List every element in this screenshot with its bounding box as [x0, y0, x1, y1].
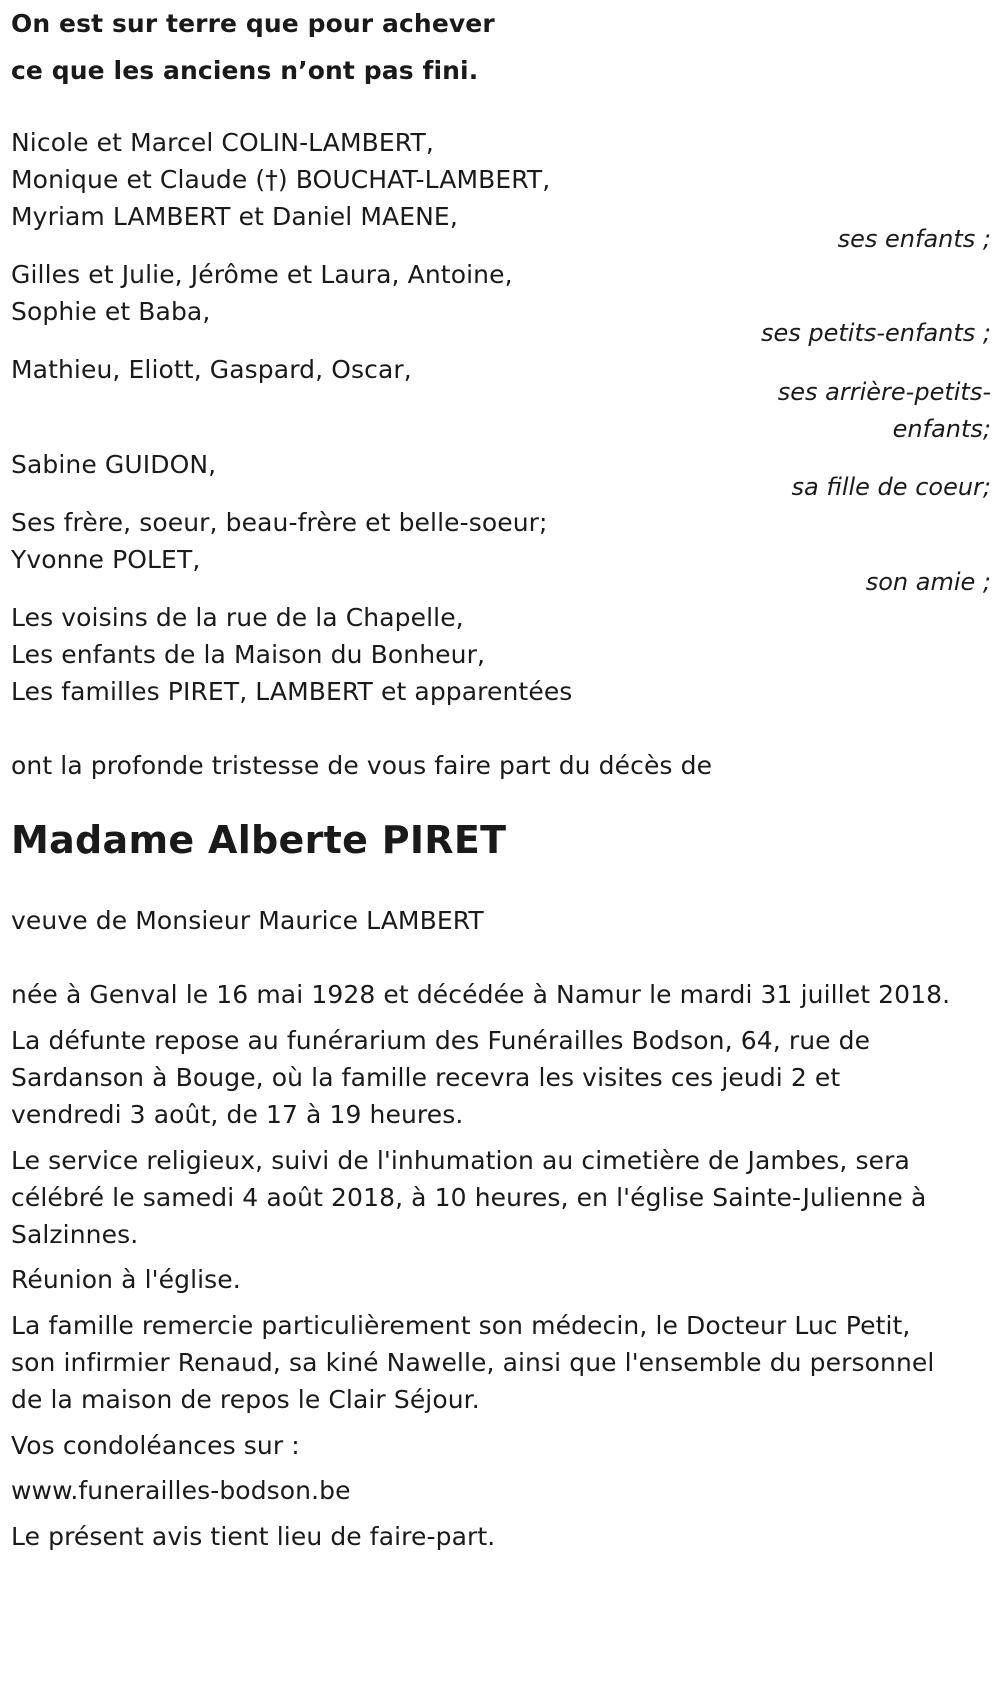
service-line-3: Salzinnes.: [11, 1220, 139, 1249]
website-link[interactable]: www.funerailles-bodson.be: [11, 1476, 351, 1505]
foster-daughter-role: sa fille de coeur;: [791, 473, 991, 501]
reunion: Réunion à l'église.: [11, 1265, 241, 1294]
great-grandchildren-role-2: enfants;: [892, 415, 991, 443]
children-role: ses enfants ;: [837, 225, 991, 253]
condolences-label: Vos condoléances sur :: [11, 1431, 300, 1460]
birth-death: née à Genval le 16 mai 1928 et décédée à Namur le mardi 31 juillet 2018.: [11, 980, 951, 1009]
great-grandchildren-role-1: ses arrière-petits-: [777, 378, 991, 406]
grandchildren-line-1: Gilles et Julie, Jérôme et Laura, Antoine,: [11, 260, 513, 289]
others-line-2: Les enfants de la Maison du Bonheur,: [11, 640, 486, 669]
viewing-line-2: Sardanson à Bouge, où la famille recevra les visites ces jeudi 2 et: [11, 1063, 841, 1092]
friend-role: son amie ;: [865, 568, 991, 596]
service-line-2: célébré le samedi 4 août 2018, à 10 heures, en l'église Sainte-Julienne à: [11, 1183, 927, 1212]
grandchildren-role: ses petits-enfants ;: [760, 319, 991, 347]
obituary-notice: [11, 0, 991, 1700]
thanks-line-2: son infirmier Renaud, sa kiné Nawelle, ainsi que l'ensemble du personnel: [11, 1348, 935, 1377]
great-grandchildren-line: Mathieu, Eliott, Gaspard, Oscar,: [11, 355, 412, 384]
foster-daughter-line: Sabine GUIDON,: [11, 450, 217, 479]
others-line-1: Les voisins de la rue de la Chapelle,: [11, 603, 464, 632]
children-line-2: Monique et Claude (†) BOUCHAT-LAMBERT,: [11, 165, 551, 194]
epigraph-line-2: ce que les anciens n’ont pas fini.: [11, 56, 479, 85]
siblings-line: Ses frère, soeur, beau-frère et belle-soeur;: [11, 508, 548, 537]
others-line-3: Les familles PIRET, LAMBERT et apparentées: [11, 677, 573, 706]
closing-note: Le présent avis tient lieu de faire-part.: [11, 1522, 496, 1551]
thanks-line-1: La famille remercie particulièrement son médecin, le Docteur Luc Petit,: [11, 1311, 911, 1340]
grandchildren-line-2: Sophie et Baba,: [11, 297, 211, 326]
viewing-line-1: La défunte repose au funérarium des Funérailles Bodson, 64, rue de: [11, 1026, 871, 1055]
children-line-1: Nicole et Marcel COLIN-LAMBERT,: [11, 128, 434, 157]
announcement: ont la profonde tristesse de vous faire part du décès de: [11, 751, 713, 780]
service-line-1: Le service religieux, suivi de l'inhumation au cimetière de Jambes, sera: [11, 1146, 910, 1175]
deceased-name: Madame Alberte PIRET: [11, 818, 507, 862]
epigraph-line-1: On est sur terre que pour achever: [11, 9, 495, 38]
viewing-line-3: vendredi 3 août, de 17 à 19 heures.: [11, 1100, 464, 1129]
children-line-3: Myriam LAMBERT et Daniel MAENE,: [11, 202, 458, 231]
thanks-line-3: de la maison de repos le Clair Séjour.: [11, 1385, 480, 1414]
friend-line: Yvonne POLET,: [11, 545, 201, 574]
widow-of: veuve de Monsieur Maurice LAMBERT: [11, 906, 484, 935]
